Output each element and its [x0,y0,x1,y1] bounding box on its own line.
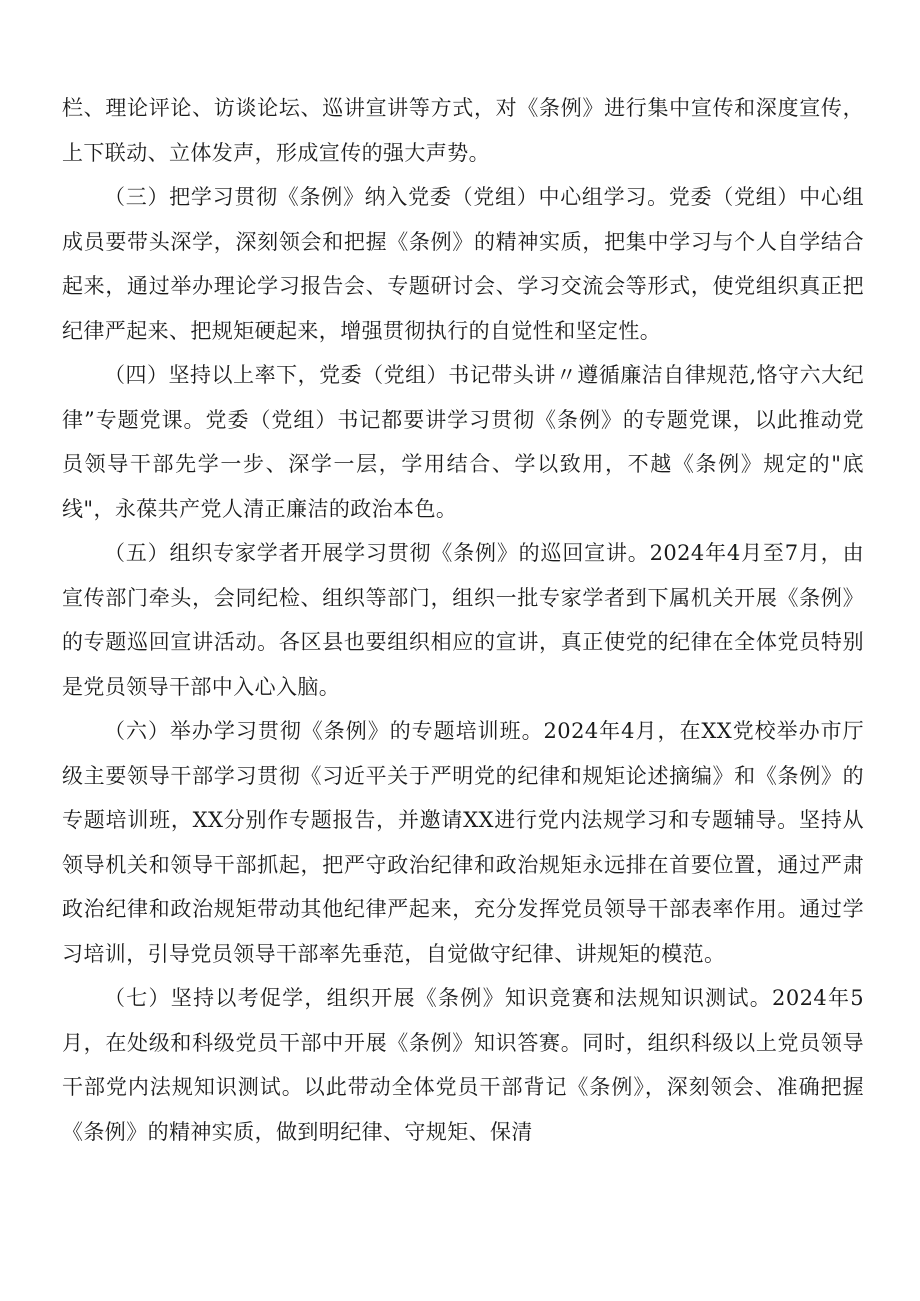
document-body [62,86,864,1154]
paragraph-section-6: （六）举办学习贯彻《条例》的专题培训班。2024年4月，在XX党校举办市厅级主要领导干部学习贯彻《习近平关于严明党的纪律和规矩论述摘编》和《条例》的专题培训班，XX分别作专题报告，并邀请XX进行党内法规学习和专题辅导。坚持从领导机关和领导干部抓起，把严守政治纪律和政治规矩永远排在首要位置，通过严肃政治纪律和政治规矩带动其他纪律严起来，充分发挥党员领导干部表率作用。通过学习培训，引导党员领导干部率先垂范，自觉做守纪律、讲规矩的模范。 [62,719,864,966]
paragraph-section-3: （三）把学习贯彻《条例》纳入党委（党组）中心组学习。党委（党组）中心组成员要带头深学，深刻领会和把握《条例》的精神实质，把集中学习与个人自学结合起来，通过举办理论学习报告会、专题研讨会、学习交流会等形式，使党组织真正把纪律严起来、把规矩硬起来，增强贯彻执行的自觉性和坚定性。 [62,185,864,343]
paragraph-continuation: 栏、理论评论、访谈论坛、巡讲宣讲等方式，对《条例》进行集中宣传和深度宣传，上下联动、立体发声，形成宣传的强大声势。 [62,96,864,165]
paragraph-section-4: （四）坚持以上率下，党委（党组）书记带头讲〃遵循廉洁自律规范,恪守六大纪律”专题党课。党委（党组）书记都要讲学习贯彻《条例》的专题党课，以此推动党员领导干部先学一步、深学一层，学用结合、学以致用，不越《条例》规定的"底线"，永葆共产党人清正廉洁的政治本色。 [62,363,864,521]
paragraph-section-7: （七）坚持以考促学，组织开展《条例》知识竞赛和法规知识测试。2024年5月，在处级和科级党员干部中开展《条例》知识答赛。同时，组织科级以上党员领导干部党内法规知识测试。以此带动全体党员干部背记《条例》，深刻领会、准确把握《条例》的精神实质，做到明纪律、守规矩、保清 [62,986,864,1144]
paragraph-section-5: （五）组织专家学者开展学习贯彻《条例》的巡回宣讲。2024年4月至7月，由宣传部门牵头，会同纪检、组织等部门，组织一批专家学者到下属机关开展《条例》的专题巡回宣讲活动。各区县也要组织相应的宣讲，真正使党的纪律在全体党员特别是党员领导干部中入心入脑。 [62,541,864,699]
